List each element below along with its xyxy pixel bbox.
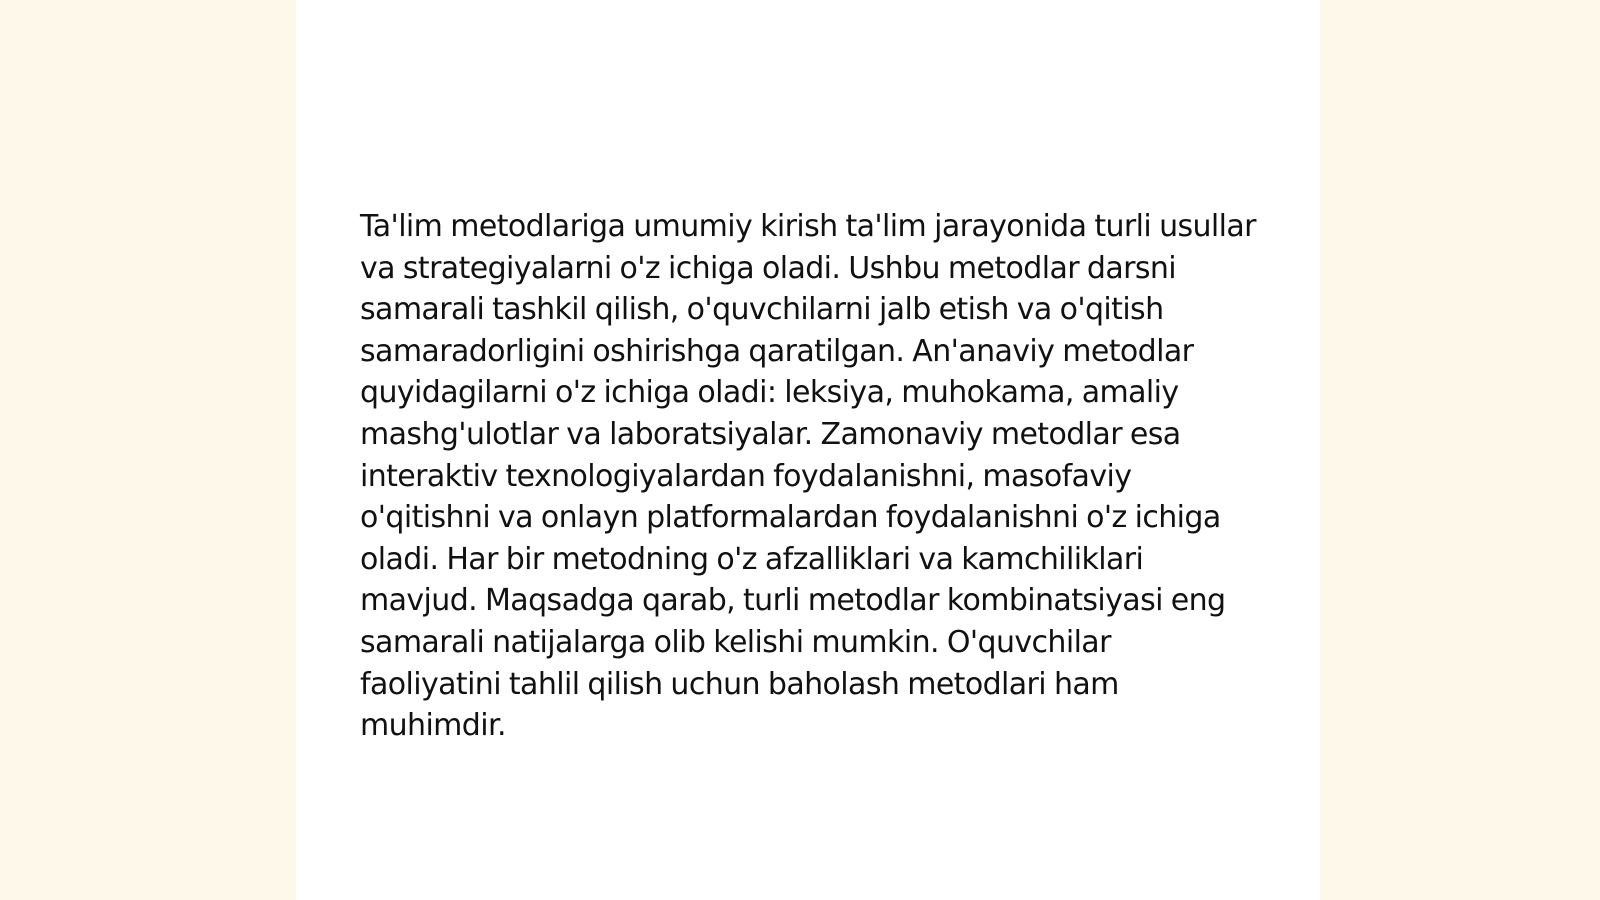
- body-paragraph: Ta'lim metodlariga umumiy kirish ta'lim jarayonida turli usullar va strategiyalarni o'z ichiga oladi. Ushbu metodlar darsni samarali tashkil qilish, o'quvchilarni jalb etish va o'qitish samaradorligini oshirishga qaratilgan. An'anaviy metodlar quyidagilarni o'z ichiga oladi: leksiya, muhokama, amaliy mashg'ulotlar va laboratsiyalar. Zamonaviy metodlar esa interaktiv texnologiyalardan foydalanishni, masofaviy o'qitishni va onlayn platformalardan foydalanishni o'z ichiga oladi. Har bir metodning o'z afzalliklari va kamchiliklari mavjud. Maqsadga qarab, turli metodlar kombinatsiyasi eng samarali natijalarga olib kelishi mumkin. O'quvchilar faoliyatini tahlil qilish uchun baholash metodlari ham muhimdir.: [360, 209, 1256, 744]
- document-page: [296, 0, 1320, 900]
